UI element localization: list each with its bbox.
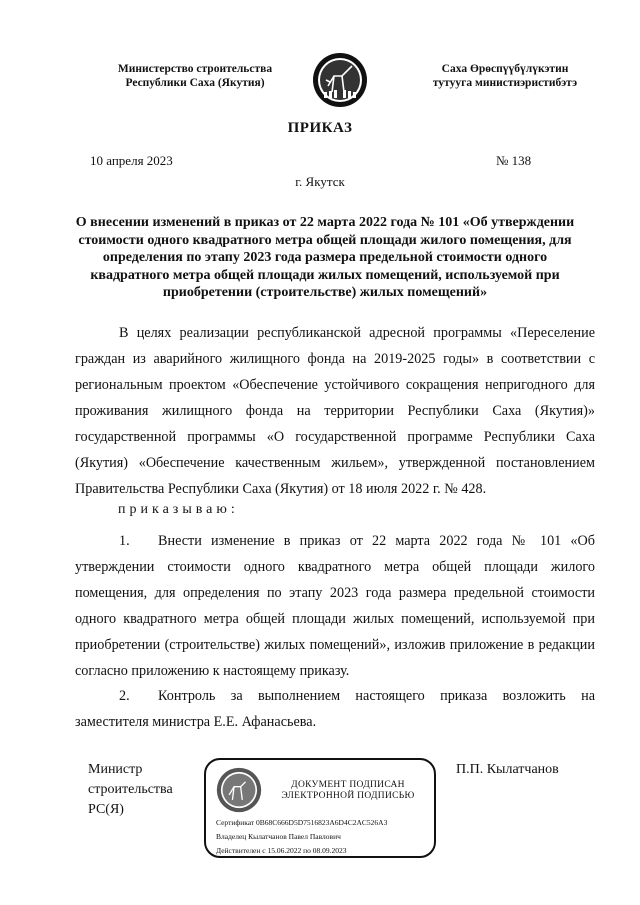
order-item-2: 2. Контроль за выполнением настоящего приказа возложить на заместителя министра Е.Е. Афанасьева. [75, 688, 595, 730]
stamp-title [268, 780, 428, 802]
ministry-name-yakut-line1: Саха Өрөспүүбүлүкэтин [441, 63, 569, 75]
electronic-signature-stamp [204, 758, 436, 858]
ministry-name-line2: Республики Саха (Якутия) [125, 77, 265, 89]
ministry-name-line1: Министерство строительства [117, 63, 273, 75]
order-subject: О внесении изменений в приказ от 22 марта 2022 года № 101 «Об утверждении стоимости одного квадратного метра общей площади жилого помещения, для определения по этапу 2023 года размера предельной стоимости одного квадратного метра общей площади жилых помещений, используемой при приобретении (строительстве) жилых помещений» [75, 215, 575, 301]
coat-of-arms-emblem [312, 52, 368, 108]
signatory-position-line2: строительства [88, 782, 173, 797]
order-keyword: приказываю: [118, 502, 239, 517]
stamp-certificate: Сертификат 0B68C666D5D7516823A6D4C2AC526A3 [216, 818, 388, 827]
signatory-position [88, 760, 198, 820]
stamp-emblem-icon [216, 767, 262, 813]
order-item-1: 1. Внести изменение в приказ от 22 марта 2022 года № 101 «Об утверждении стоимости одного квадратного метра общей площади жилого помещения, для определения по этапу 2023 года размера предельной стоимости одного квадратного метра общей площади жилых помещений, используемой при приобретении (строительстве) жилых помещений», изложив приложение в редакции согласно приложению к настоящему приказу. [75, 533, 595, 679]
document-title: ПРИКАЗ [287, 120, 353, 136]
stamp-title-line1: ДОКУМЕНТ ПОДПИСАН [291, 780, 405, 790]
preamble-paragraph: В целях реализации республиканской адресной программы «Переселение граждан из аварийного жилищного фонда на 2019-2025 годы» в соответствии с региональным проектом «Обеспечение устойчивого сокращения непригодного для проживания жилищного фонда на территории Республики Саха (Якутия)» государственной программы «О государственной программе Республики Саха (Якутия) «Обеспечение качественным жильем», утвержденной постановлением Правительства Республики Саха (Якутия) от 18 июля 2022 г. № 428. [75, 325, 595, 497]
ministry-name-russian [95, 62, 295, 90]
ministry-name-yakut [405, 62, 605, 90]
document-city: г. Якутск [295, 174, 345, 189]
stamp-title-line2: ЭЛЕКТРОННОЙ ПОДПИСЬЮ [281, 791, 415, 801]
stamp-validity: Действителен с 15.06.2022 по 08.09.2023 [216, 846, 347, 855]
signatory-position-line1: Министр [88, 762, 143, 777]
stamp-owner: Владелец Кылатчанов Павел Павлович [216, 832, 341, 841]
signatory-position-line3: РС(Я) [88, 802, 124, 817]
ministry-name-yakut-line2: тутууга министиэристибэтэ [432, 77, 578, 89]
document-number: № 138 [496, 153, 532, 168]
signatory-name: П.П. Кылатчанов [456, 762, 559, 777]
document-date: 10 апреля 2023 [90, 153, 173, 168]
